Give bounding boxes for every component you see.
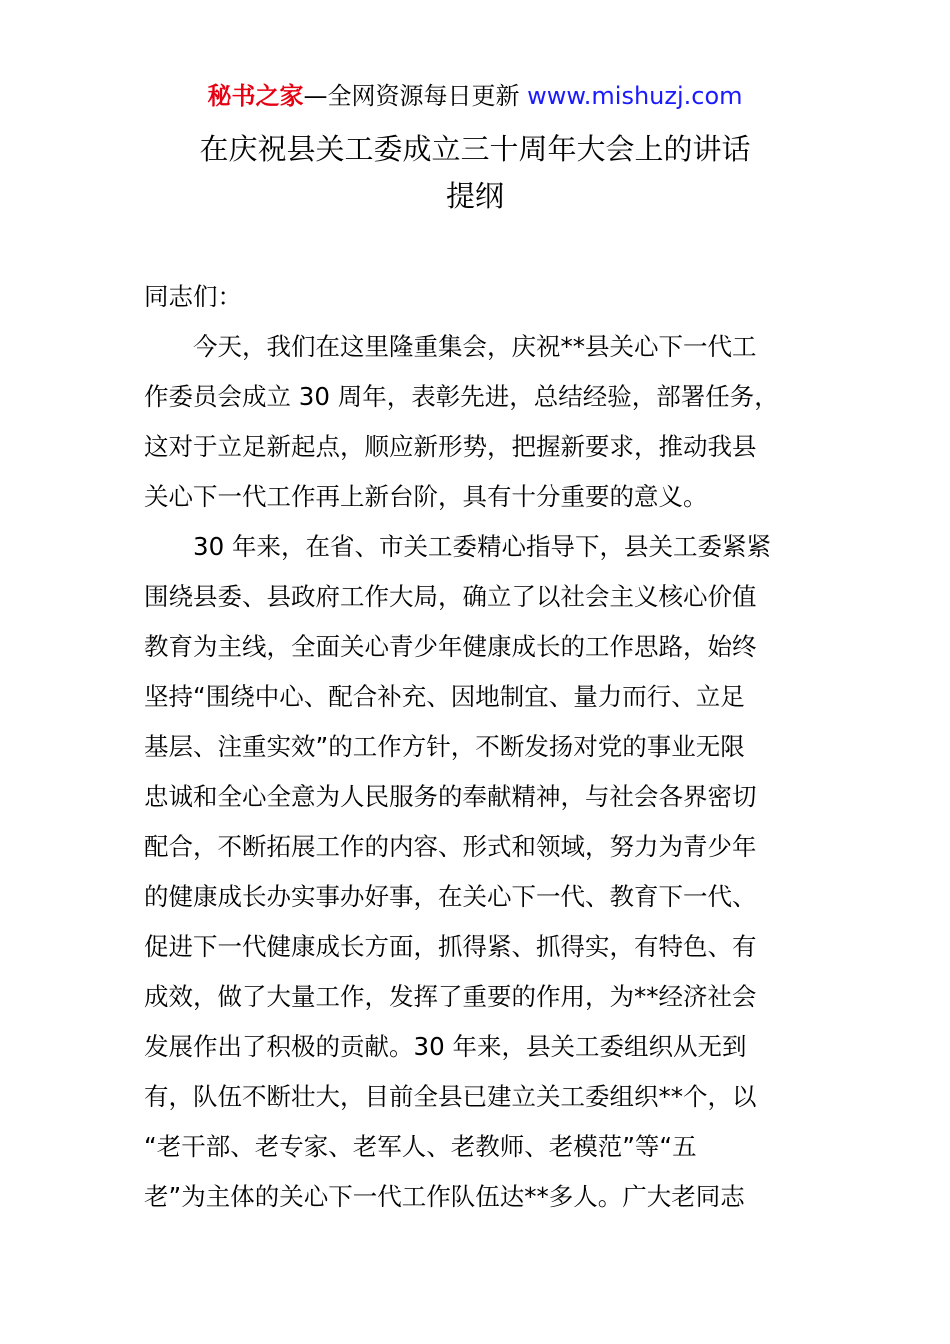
paragraph-2-line: 坚持“围绕中心、配合补充、因地制宜、量力而行、立足 — [144, 682, 745, 711]
salutation: 同志们： — [144, 282, 242, 311]
document-body — [144, 272, 824, 1222]
document-title — [0, 126, 950, 220]
paragraph-1-line: 关心下一代工作再上新台阶，具有十分重要的意义。 — [144, 482, 708, 511]
paragraph-2-line: 基层、注重实效”的工作方针，不断发扬对党的事业无限 — [144, 732, 745, 761]
paragraph-2-line: 发展作出了积极的贡献。30 年来，县关工委组织从无到 — [144, 1032, 747, 1061]
paragraph-1-line: 今天，我们在这里隆重集会，庆祝**县关心下一代工 — [193, 332, 757, 361]
document-title-line-2: 提纲 — [445, 179, 504, 213]
site-tagline: —全网资源每日更新 — [303, 82, 528, 110]
paragraph-2-line: “老干部、老专家、老军人、老教师、老模范”等“五 — [144, 1132, 697, 1161]
paragraph-2-line: 围绕县委、县政府工作大局，确立了以社会主义核心价值 — [144, 582, 757, 611]
paragraph-2-line: 有，队伍不断壮大，目前全县已建立关工委组织**个，以 — [144, 1082, 757, 1111]
document-title-line-1: 在庆祝县关工委成立三十周年大会上的讲话 — [199, 132, 751, 166]
paragraph-2-line: 成效，做了大量工作，发挥了重要的作用，为**经济社会 — [144, 982, 757, 1011]
paragraph-2-line: 配合，不断拓展工作的内容、形式和领域，努力为青少年 — [144, 832, 757, 861]
paragraph-2-line: 老”为主体的关心下一代工作队伍达**多人。广大老同志 — [144, 1182, 745, 1211]
site-header — [0, 78, 950, 114]
paragraph-2-line: 教育为主线，全面关心青少年健康成长的工作思路，始终 — [144, 632, 757, 661]
site-url-link[interactable]: www.mishuzj.com — [527, 82, 743, 110]
paragraph-1-line: 作委员会成立 30 周年，表彰先进，总结经验，部署任务， — [144, 382, 779, 411]
paragraph-2-line: 的健康成长办实事办好事，在关心下一代、教育下一代、 — [144, 882, 757, 911]
site-brand: 秘书之家 — [207, 82, 304, 110]
paragraph-2-line: 30 年来，在省、市关工委精心指导下，县关工委紧紧 — [193, 532, 771, 561]
paragraph-1-line: 这对于立足新起点，顺应新形势，把握新要求，推动我县 — [144, 432, 757, 461]
paragraph-2-line: 忠诚和全心全意为人民服务的奉献精神，与社会各界密切 — [144, 782, 757, 811]
paragraph-2-line: 促进下一代健康成长方面，抓得紧、抓得实，有特色、有 — [144, 932, 757, 961]
